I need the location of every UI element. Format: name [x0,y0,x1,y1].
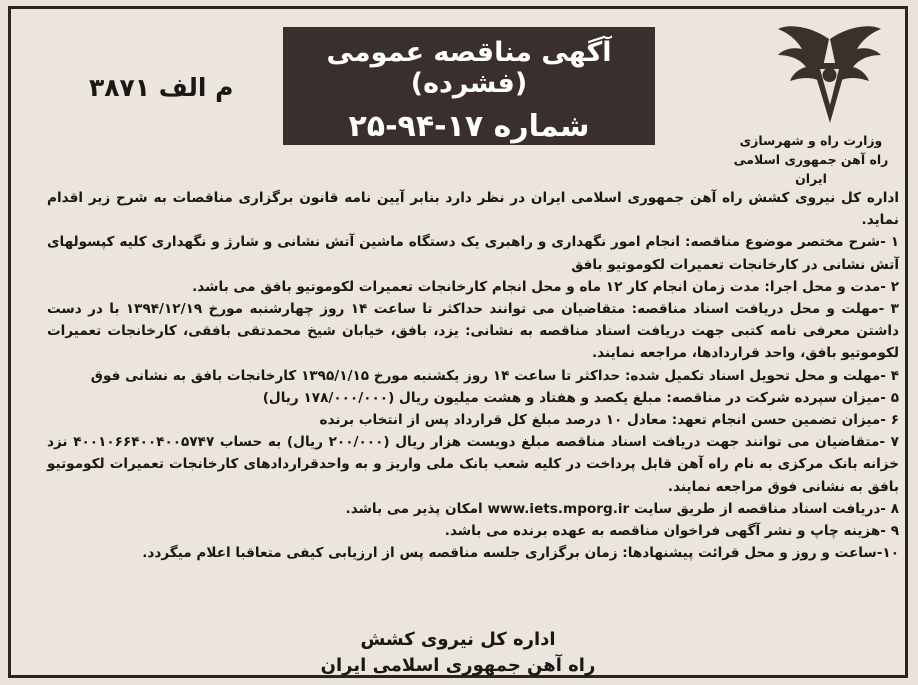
item-4: ۴ -مهلت و محل تحویل اسناد تکمیل شده: حداکثر تا ساعت ۱۴ روز یکشنبه مورخ ۱۳۹۵/۱/۱۵ کارخانجات بافق به نشانی فوق [90,367,899,384]
ministry-name: وزارت راه و شهرسازی [739,133,883,148]
notice-number: شماره ۱۷-۹۴-۲۵ [348,109,590,144]
railway-emblem-icon [772,19,887,129]
signature-line-2: راه آهن جمهوری اسلامی ایران [320,655,596,676]
notice-frame [8,6,908,678]
item-5: ۵ -میزان سپرده شرکت در مناقصه: مبلغ یکصد و هفتاد و هشت میلیون ریال (۱۷۸/۰۰۰/۰۰۰ ریال) [262,389,899,406]
item-6: ۶ -میزان تضمین حسن انجام تعهد: معادل ۱۰ درصد مبلغ کل قرارداد پس از انتخاب برنده [319,412,899,429]
item-10: ۱۰-ساعت و روز و محل قرائت پیشنهادها: زمان برگزاری جلسه مناقصه پس از ارزیابی کیفی متعاقبا اعلام میگردد. [142,545,899,562]
item-8: ۸ -دریافت اسناد مناقصه از طریق سایت www.iets.mporg.ir امکان پذیر می باشد. [345,500,899,517]
item-1: ۱ -شرح مختصر موضوع مناقصه: انجام امور نگهداری و راهبری یک دستگاه ماشین آتش نشانی و شارژ و نگهداری کلیه کپسولهای آتش نشانی در کارخانجات تعمیرات لکوموتیو بافق [47,234,899,273]
signature-block [11,627,905,679]
item-2: ۲ -مدت و محل اجرا: مدت زمان انجام کار ۱۲ ماه و محل انجام کارخانجات تعمیرات لکوموتیو بافق می باشد. [192,278,899,295]
signature-line-1: اداره کل نیروی کشش [360,629,556,650]
item-3: ۳ -مهلت و محل دریافت اسناد مناقصه: متقاضیان می توانند حداکثر تا ساعت ۱۴ روز چهارشنبه مورخ ۱۳۹۴/۱۲/۱۹ با در دست داشتن معرفی نامه کتبی جهت دریافت اسناد مناقصه به نشانی: یزد، بافق، خیابان شیخ محمدتقی بافقی، کارخانجات تعمیرات لکوموتیو بافق، واحد قراردادها، مراجعه نمایند. [47,301,899,362]
title-banner [283,27,655,145]
item-7: ۷ -متقاضیان می توانند جهت دریافت اسناد مناقصه مبلغ دویست هزار ریال (۲۰۰/۰۰۰ ریال) به حساب ۴۰۰۱۰۶۶۴۰۰۴۰۰۵۷۴۷ نزد خزانه بانک مرکزی به نام راه آهن قابل پرداخت در کلیه شعب بانک ملی واریز و به واحدقراردادهای کارخانجات تعمیرات لکوموتیو بافق به نشانی فوق مراجعه نمایند. [47,434,899,495]
railway-name: راه آهن جمهوری اسلامی ایران [733,152,889,186]
intro-paragraph: اداره کل نیروی کشش راه آهن جمهوری اسلامی ایران در نظر دارد بنابر آیین نامه قانون برگزاری مناقصات به شرح زیر اقدام نماید. [47,190,899,229]
notice-body [47,187,899,564]
notice-title: آگهی مناقصه عمومی (فشرده) [326,37,612,99]
organization-block [731,131,891,188]
item-9: ۹ -هزینه چاپ و نشر آگهی فراخوان مناقصه به عهده برنده می باشد. [444,523,899,540]
reference-code: م الف ۳۸۷۱ [89,73,234,102]
